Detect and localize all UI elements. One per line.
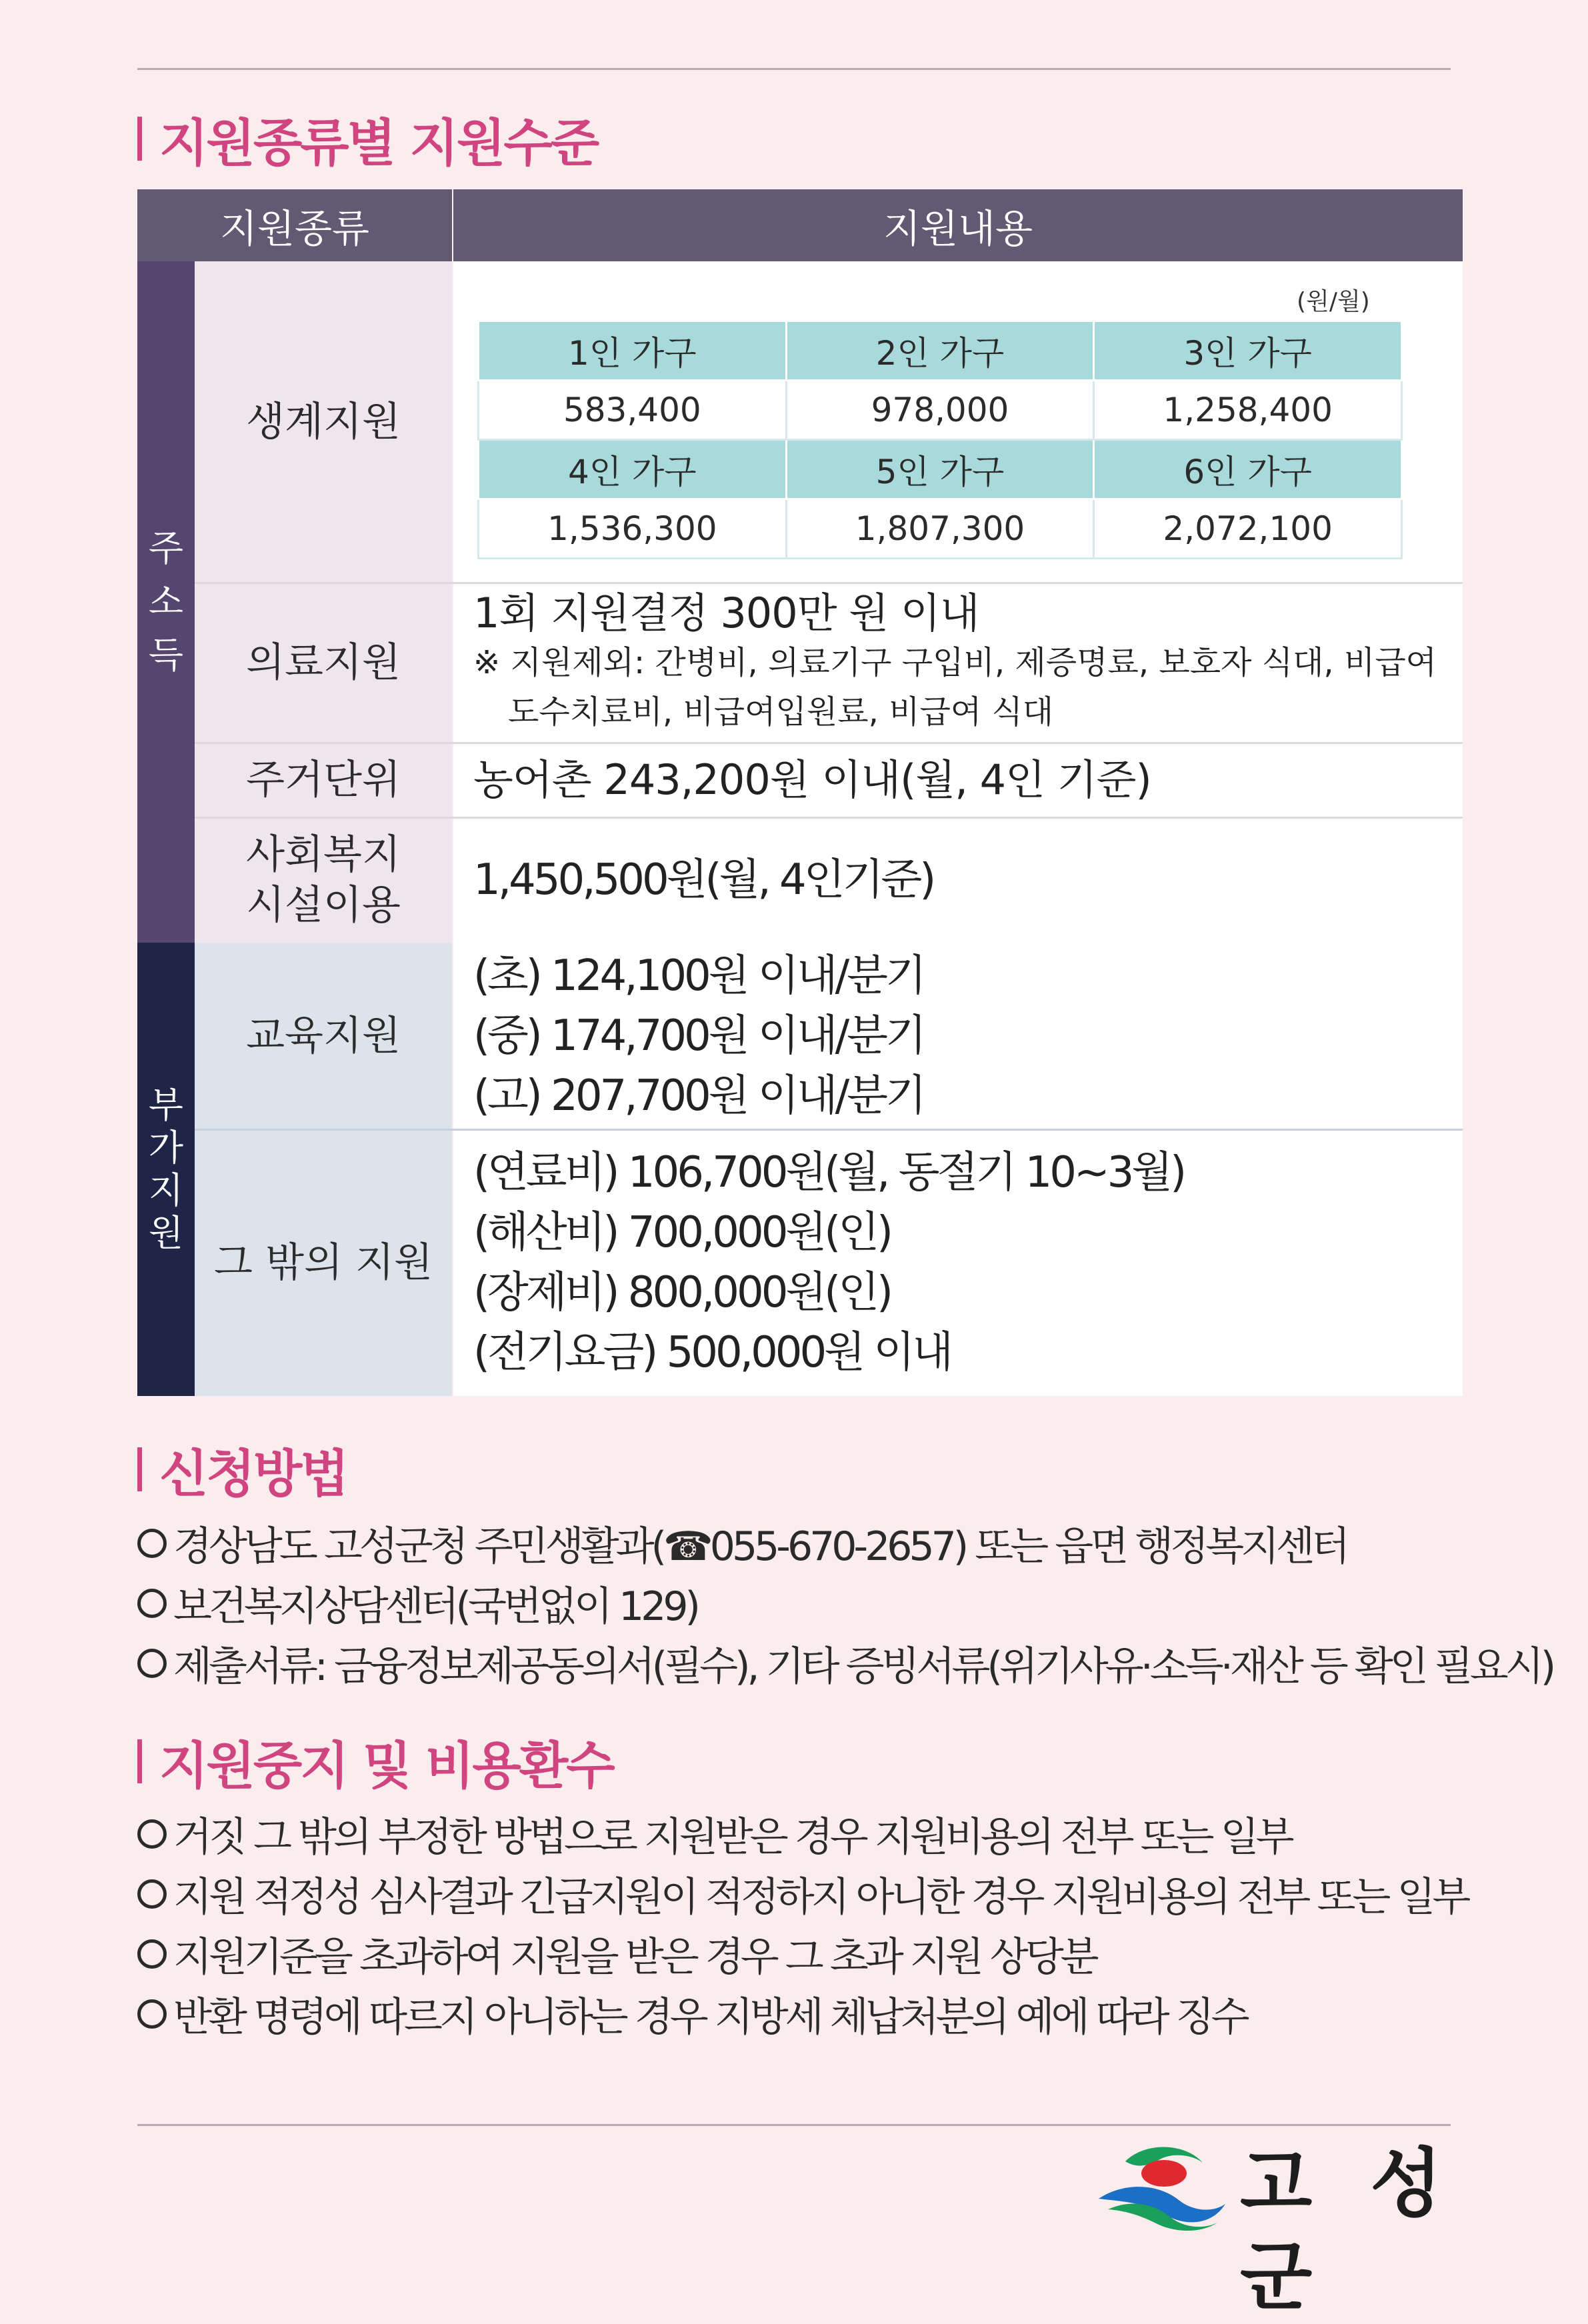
- type-label: 시설이용: [246, 882, 401, 929]
- band-main-income: [137, 261, 195, 943]
- household-label: 3인 가구: [1094, 321, 1402, 381]
- type-label: 주거단위: [246, 757, 401, 803]
- type-label: 생계지원: [246, 399, 401, 445]
- circle-bullet-icon: [137, 1819, 167, 1849]
- circle-bullet-icon: [137, 1879, 167, 1909]
- housing-text: 농어촌 243,200원 이내(월, 4인 기준): [473, 755, 1151, 804]
- band-extra-support: [137, 943, 195, 1396]
- band-char: 부: [148, 1084, 184, 1126]
- row-divider: [195, 1129, 1463, 1131]
- household-label: 2인 가구: [786, 321, 1094, 381]
- circle-bullet-icon: [137, 1649, 167, 1678]
- education-line: (중) 174,700원 이내/분기: [473, 1011, 924, 1061]
- list-item: [137, 1864, 1467, 1924]
- title-bar: [137, 1739, 142, 1783]
- other-line: (연료비) 106,700원(월, 동절기 10~3월): [473, 1148, 1185, 1197]
- medical-exclusions: ※ 지원제외: 간병비, 의료기구 구입비, 제증명료, 보호자 식대, 비급여: [473, 644, 1437, 681]
- section-title-application: [137, 1436, 347, 1503]
- content-housing: [453, 743, 1463, 817]
- row-divider: [195, 742, 1463, 744]
- top-rule: [137, 68, 1451, 70]
- household-label: 4인 가구: [479, 440, 787, 499]
- section-title-support-levels: [137, 105, 597, 172]
- household-label: 6인 가구: [1094, 440, 1402, 499]
- household-amount: 978,000: [786, 381, 1094, 440]
- list-item-text: 지원 적정성 심사결과 긴급지원이 적정하지 아니한 경우 지원비용의 전부 또는 일부: [173, 1874, 1468, 1921]
- type-housing: [195, 743, 452, 817]
- content-education: [453, 943, 1463, 1129]
- logo-text: 고 성 군: [1240, 2141, 1459, 2321]
- list-item-text: 경상남도 고성군청 주민생활과(☎055-670-2657) 또는 읍면 행정복지센터: [173, 1523, 1347, 1570]
- list-item: [137, 1513, 1553, 1573]
- section-title-text: 지원중지 및 비용환수: [159, 1735, 613, 1795]
- other-line: (장제비) 800,000원(인): [473, 1268, 891, 1317]
- household-amount: 2,072,100: [1094, 499, 1402, 559]
- welfare-text: 1,450,500원(월, 4인기준): [473, 855, 934, 905]
- suspension-list: [137, 1804, 1467, 2044]
- type-label: 교육지원: [246, 1013, 401, 1059]
- band-char: 지: [148, 1169, 184, 1211]
- application-list: [137, 1513, 1553, 1693]
- type-other: [195, 1129, 452, 1396]
- type-living: [195, 261, 452, 583]
- title-bar: [137, 117, 142, 161]
- type-label: 사회복지: [246, 831, 401, 878]
- circle-bullet-icon: [137, 1999, 167, 2029]
- content-other: [453, 1129, 1463, 1396]
- band-char: 원: [148, 1212, 184, 1254]
- other-line: (해산비) 700,000원(인): [473, 1208, 891, 1257]
- bottom-rule: [137, 2124, 1451, 2126]
- list-item: [137, 1573, 1553, 1633]
- section-title-text: 신청방법: [159, 1443, 347, 1503]
- band-char: 가: [148, 1127, 184, 1169]
- list-item-text: 보건복지상담센터(국번없이 129): [173, 1583, 697, 1630]
- header-support-type: 지원종류: [137, 189, 452, 261]
- list-item: [137, 1984, 1467, 2044]
- section-title-suspension: [137, 1728, 613, 1795]
- row-divider: [195, 817, 1463, 819]
- circle-bullet-icon: [137, 1939, 167, 1969]
- household-amount: 1,258,400: [1094, 381, 1402, 440]
- household-amount: 1,807,300: [786, 499, 1094, 559]
- list-item: [137, 1633, 1553, 1693]
- list-item: [137, 1804, 1467, 1864]
- band-char: 득: [148, 634, 184, 676]
- type-medical: [195, 583, 452, 743]
- list-item-text: 반환 명령에 따르지 아니하는 경우 지방세 체납처분의 예에 따라 징수: [173, 1994, 1247, 2041]
- education-line: (초) 124,100원 이내/분기: [473, 951, 924, 1001]
- household-amount: 583,400: [479, 381, 787, 440]
- content-medical: [453, 583, 1463, 743]
- list-item: [137, 1924, 1467, 1984]
- type-education: [195, 943, 452, 1129]
- unit-label: (원/월): [1297, 288, 1370, 315]
- household-label: 1인 가구: [479, 321, 787, 381]
- content-welfare-facility: [453, 817, 1463, 943]
- list-item-text: 제출서류: 금융정보제공동의서(필수), 기타 증빙서류(위기사유·소득·재산 등 확인 필요시): [173, 1643, 1553, 1690]
- education-line: (고) 207,700원 이내/분기: [473, 1071, 924, 1121]
- type-welfare-facility: [195, 817, 452, 943]
- medical-exclusions-cont: 도수치료비, 비급여입원료, 비급여 식대: [508, 693, 1054, 731]
- title-bar: [137, 1447, 142, 1491]
- other-line: (전기요금) 500,000원 이내: [473, 1328, 951, 1377]
- list-item-text: 거짓 그 밖의 부정한 방법으로 지원받은 경우 지원비용의 전부 또는 일부: [173, 1814, 1291, 1861]
- band-char: 주: [148, 527, 184, 569]
- section-title-text: 지원종류별 지원수준: [159, 113, 598, 173]
- list-item-text: 지원기준을 초과하여 지원을 받은 경우 그 초과 지원 상당분: [173, 1934, 1096, 1981]
- header-support-content: 지원내용: [453, 189, 1463, 261]
- household-amount: 1,536,300: [479, 499, 787, 559]
- type-label: 의료지원: [246, 639, 401, 686]
- medical-limit: 1회 지원결정 300만 원 이내: [473, 589, 979, 637]
- circle-bullet-icon: [137, 1529, 167, 1558]
- household-amount-table: [477, 320, 1403, 559]
- type-label: 그 밖의 지원: [214, 1239, 433, 1286]
- circle-bullet-icon: [137, 1589, 167, 1618]
- row-divider: [195, 582, 1463, 584]
- household-label: 5인 가구: [786, 440, 1094, 499]
- band-char: 소: [148, 581, 184, 623]
